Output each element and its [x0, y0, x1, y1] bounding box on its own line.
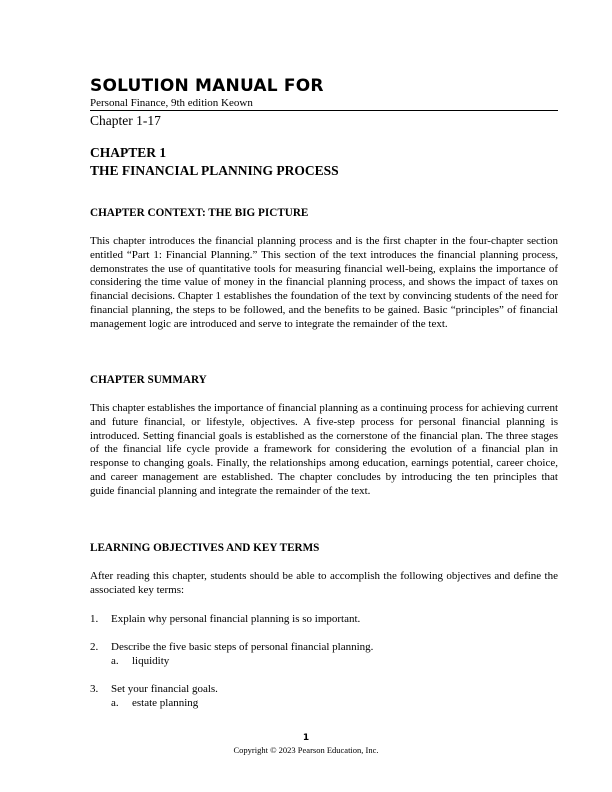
- objectives-intro: After reading this chapter, students should be able to accomplish the following objectives and define the associated key terms:: [90, 570, 558, 596]
- manual-banner-title: SOLUTION MANUAL FOR: [90, 76, 324, 96]
- page-number: 1: [302, 733, 310, 743]
- section-heading-objectives: LEARNING OBJECTIVES AND KEY TERMS: [90, 542, 320, 554]
- section-body-summary: This chapter establishes the importance of financial planning as a continuing process for achieving current and future financial, or lifestyle, objectives. A five-step process for personal financial planning is introduced. Setting financial goals is established as the cornerstone of the financial plan. The three stages of the financial life cycle provide a framework for considering the evolution of a financial plan in response to changing goals. Finally, the relationships among education, earnings potential, career choice, and career management are established. The chapter concludes by introducing the ten principles that guide financial planning and integrate the remainder of the text.: [90, 402, 558, 497]
- chapter-heading: [90, 144, 558, 180]
- objective-number: 2.: [90, 641, 99, 653]
- objective-number: 3.: [90, 683, 99, 695]
- objective-text: Set your financial goals.: [111, 683, 218, 695]
- section-heading-context: CHAPTER CONTEXT: THE BIG PICTURE: [90, 207, 309, 219]
- key-term-text: liquidity: [132, 655, 170, 667]
- key-term-letter: a.: [111, 655, 119, 667]
- chapter-number: CHAPTER 1: [90, 145, 167, 160]
- copyright-notice: Copyright © 2023 Pearson Education, Inc.: [233, 745, 379, 755]
- objective-text: Explain why personal financial planning is so important.: [111, 613, 361, 625]
- section-body-context: This chapter introduces the financial planning process and is the first chapter in the four-chapter section entitled “Part 1: Financial Planning.” This section of the text introduces the financial planning process, demonstrates the use of quantitative tools for measuring financial well-being, explains the importance of considering the time value of money in the financial planning process, and shows the impact of taxes on financial decisions. Chapter 1 establishes the foundation of the text by convincing students of the need for financial planning, the steps to be followed, and the benefits to be gained. Basic “principles” of financial management logic are introduced and serve to integrate the remainder of the text.: [90, 235, 558, 330]
- book-subtitle: Personal Finance, 9th edition Keown: [90, 97, 253, 109]
- key-term-text: estate planning: [132, 697, 199, 709]
- section-heading-summary: CHAPTER SUMMARY: [90, 374, 207, 386]
- key-term-letter: a.: [111, 697, 119, 709]
- chapter-range: Chapter 1-17: [90, 113, 161, 128]
- chapter-title: THE FINANCIAL PLANNING PROCESS: [90, 163, 339, 178]
- objective-number: 1.: [90, 613, 99, 625]
- objective-text: Describe the five basic steps of personal financial planning.: [111, 641, 374, 653]
- header-divider: [90, 110, 558, 111]
